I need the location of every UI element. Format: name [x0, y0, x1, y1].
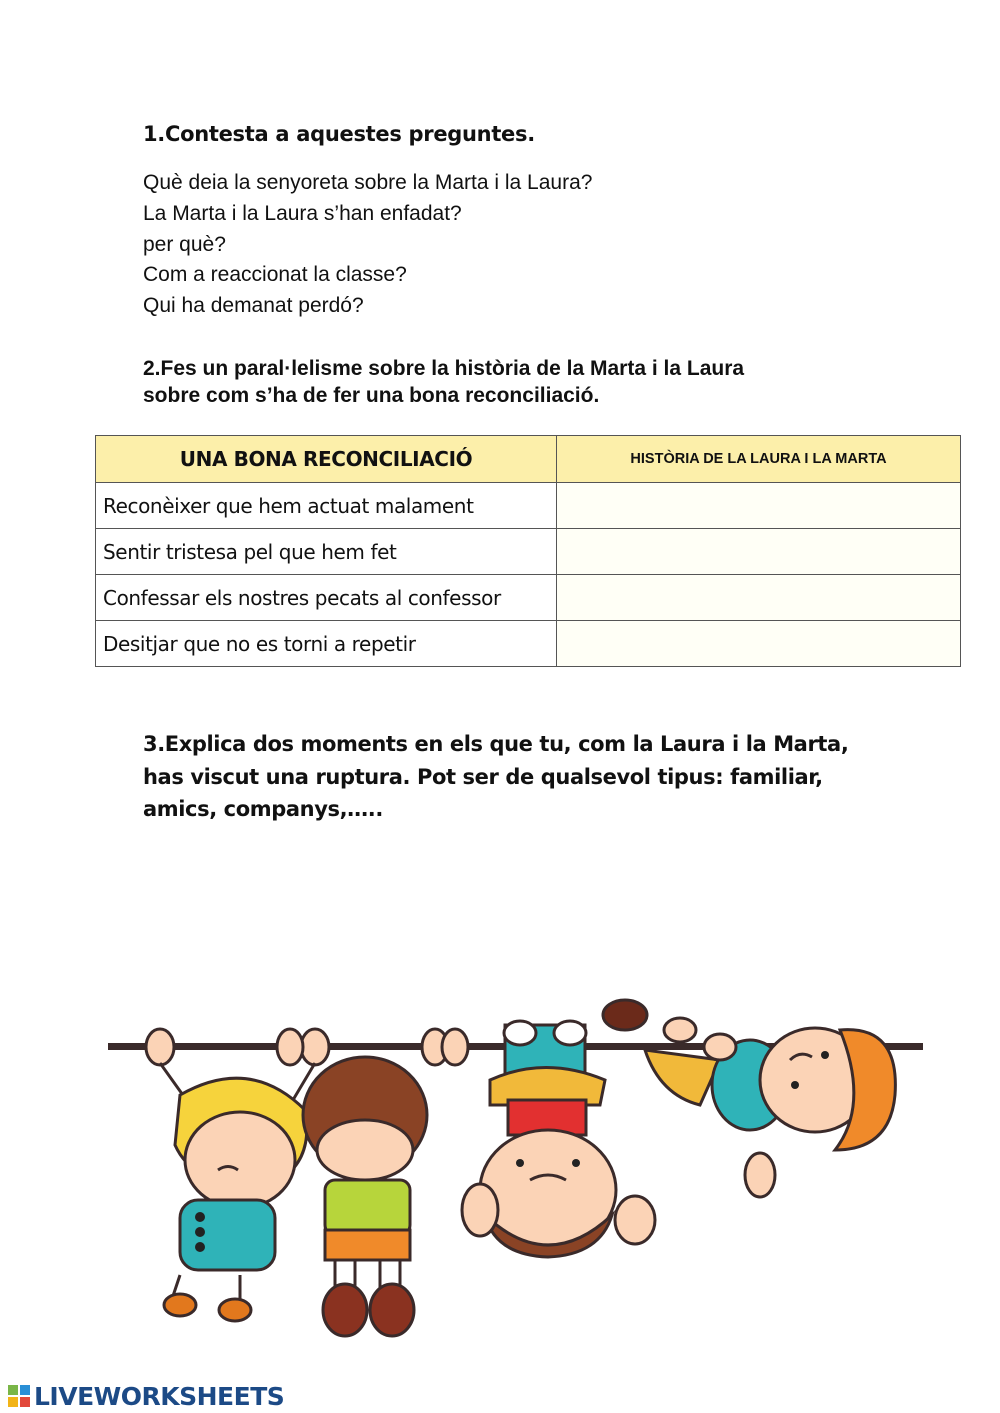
step-cell: Reconèixer que hem actuat malament	[96, 483, 557, 529]
question-item: Com a reaccionat la classe?	[143, 263, 407, 287]
question-item: per què?	[143, 232, 226, 256]
header-reconciliation: UNA BONA RECONCILIACIÓ	[96, 436, 557, 483]
footer-brand-text: LIVEWORKSHEETS	[34, 1381, 285, 1411]
table-row	[96, 621, 961, 667]
section3-title-line: has viscut una ruptura. Pot ser de qualsevol tipus: familiar,	[143, 764, 823, 789]
kid-blonde-girl	[146, 1029, 329, 1321]
table-header-row	[96, 436, 961, 483]
kid-brown-hair-boy	[277, 1029, 448, 1336]
footer-brand	[8, 1381, 284, 1411]
answer-cell[interactable]	[557, 621, 961, 667]
step-cell: Desitjar que no es torni a repetir	[96, 621, 557, 667]
answer-cell[interactable]	[557, 575, 961, 621]
section3-title-line: 3.Explica dos moments en els que tu, com la Laura i la Marta,	[143, 732, 849, 756]
reconciliation-table	[95, 435, 961, 667]
section2-title-line: 2.Fes un paral·lelisme sobre la història de la Marta i la Laura	[143, 357, 745, 380]
liveworksheets-logo-icon	[8, 1385, 30, 1407]
question-item: La Marta i la Laura s’han enfadat?	[143, 201, 462, 225]
table-row	[96, 529, 961, 575]
kid-upside-down-boy	[442, 1021, 655, 1257]
answer-cell[interactable]	[557, 483, 961, 529]
table-row	[96, 483, 961, 529]
answer-cell[interactable]	[557, 529, 961, 575]
question-list	[143, 168, 592, 322]
question-item: Qui ha demanat perdó?	[143, 294, 364, 318]
kids-hanging-illustration	[100, 985, 930, 1345]
step-cell: Confessar els nostres pecats al confessor	[96, 575, 557, 621]
question-item: Què deia la senyoreta sobre la Marta i la Laura?	[143, 171, 593, 194]
step-cell: Sentir tristesa pel que hem fet	[96, 529, 557, 575]
header-story: HISTÒRIA DE LA LAURA I LA MARTA	[557, 436, 961, 483]
section2-title	[143, 355, 744, 409]
kid-red-hair	[603, 1000, 895, 1197]
table-row	[96, 575, 961, 621]
section1-title: 1.Contesta a aquestes preguntes.	[143, 122, 535, 146]
section3-title-line: amics, companys,…..	[143, 797, 383, 821]
section3-title	[143, 728, 848, 826]
section2-title-line: sobre com s’ha de fer una bona reconciliació.	[143, 384, 600, 407]
